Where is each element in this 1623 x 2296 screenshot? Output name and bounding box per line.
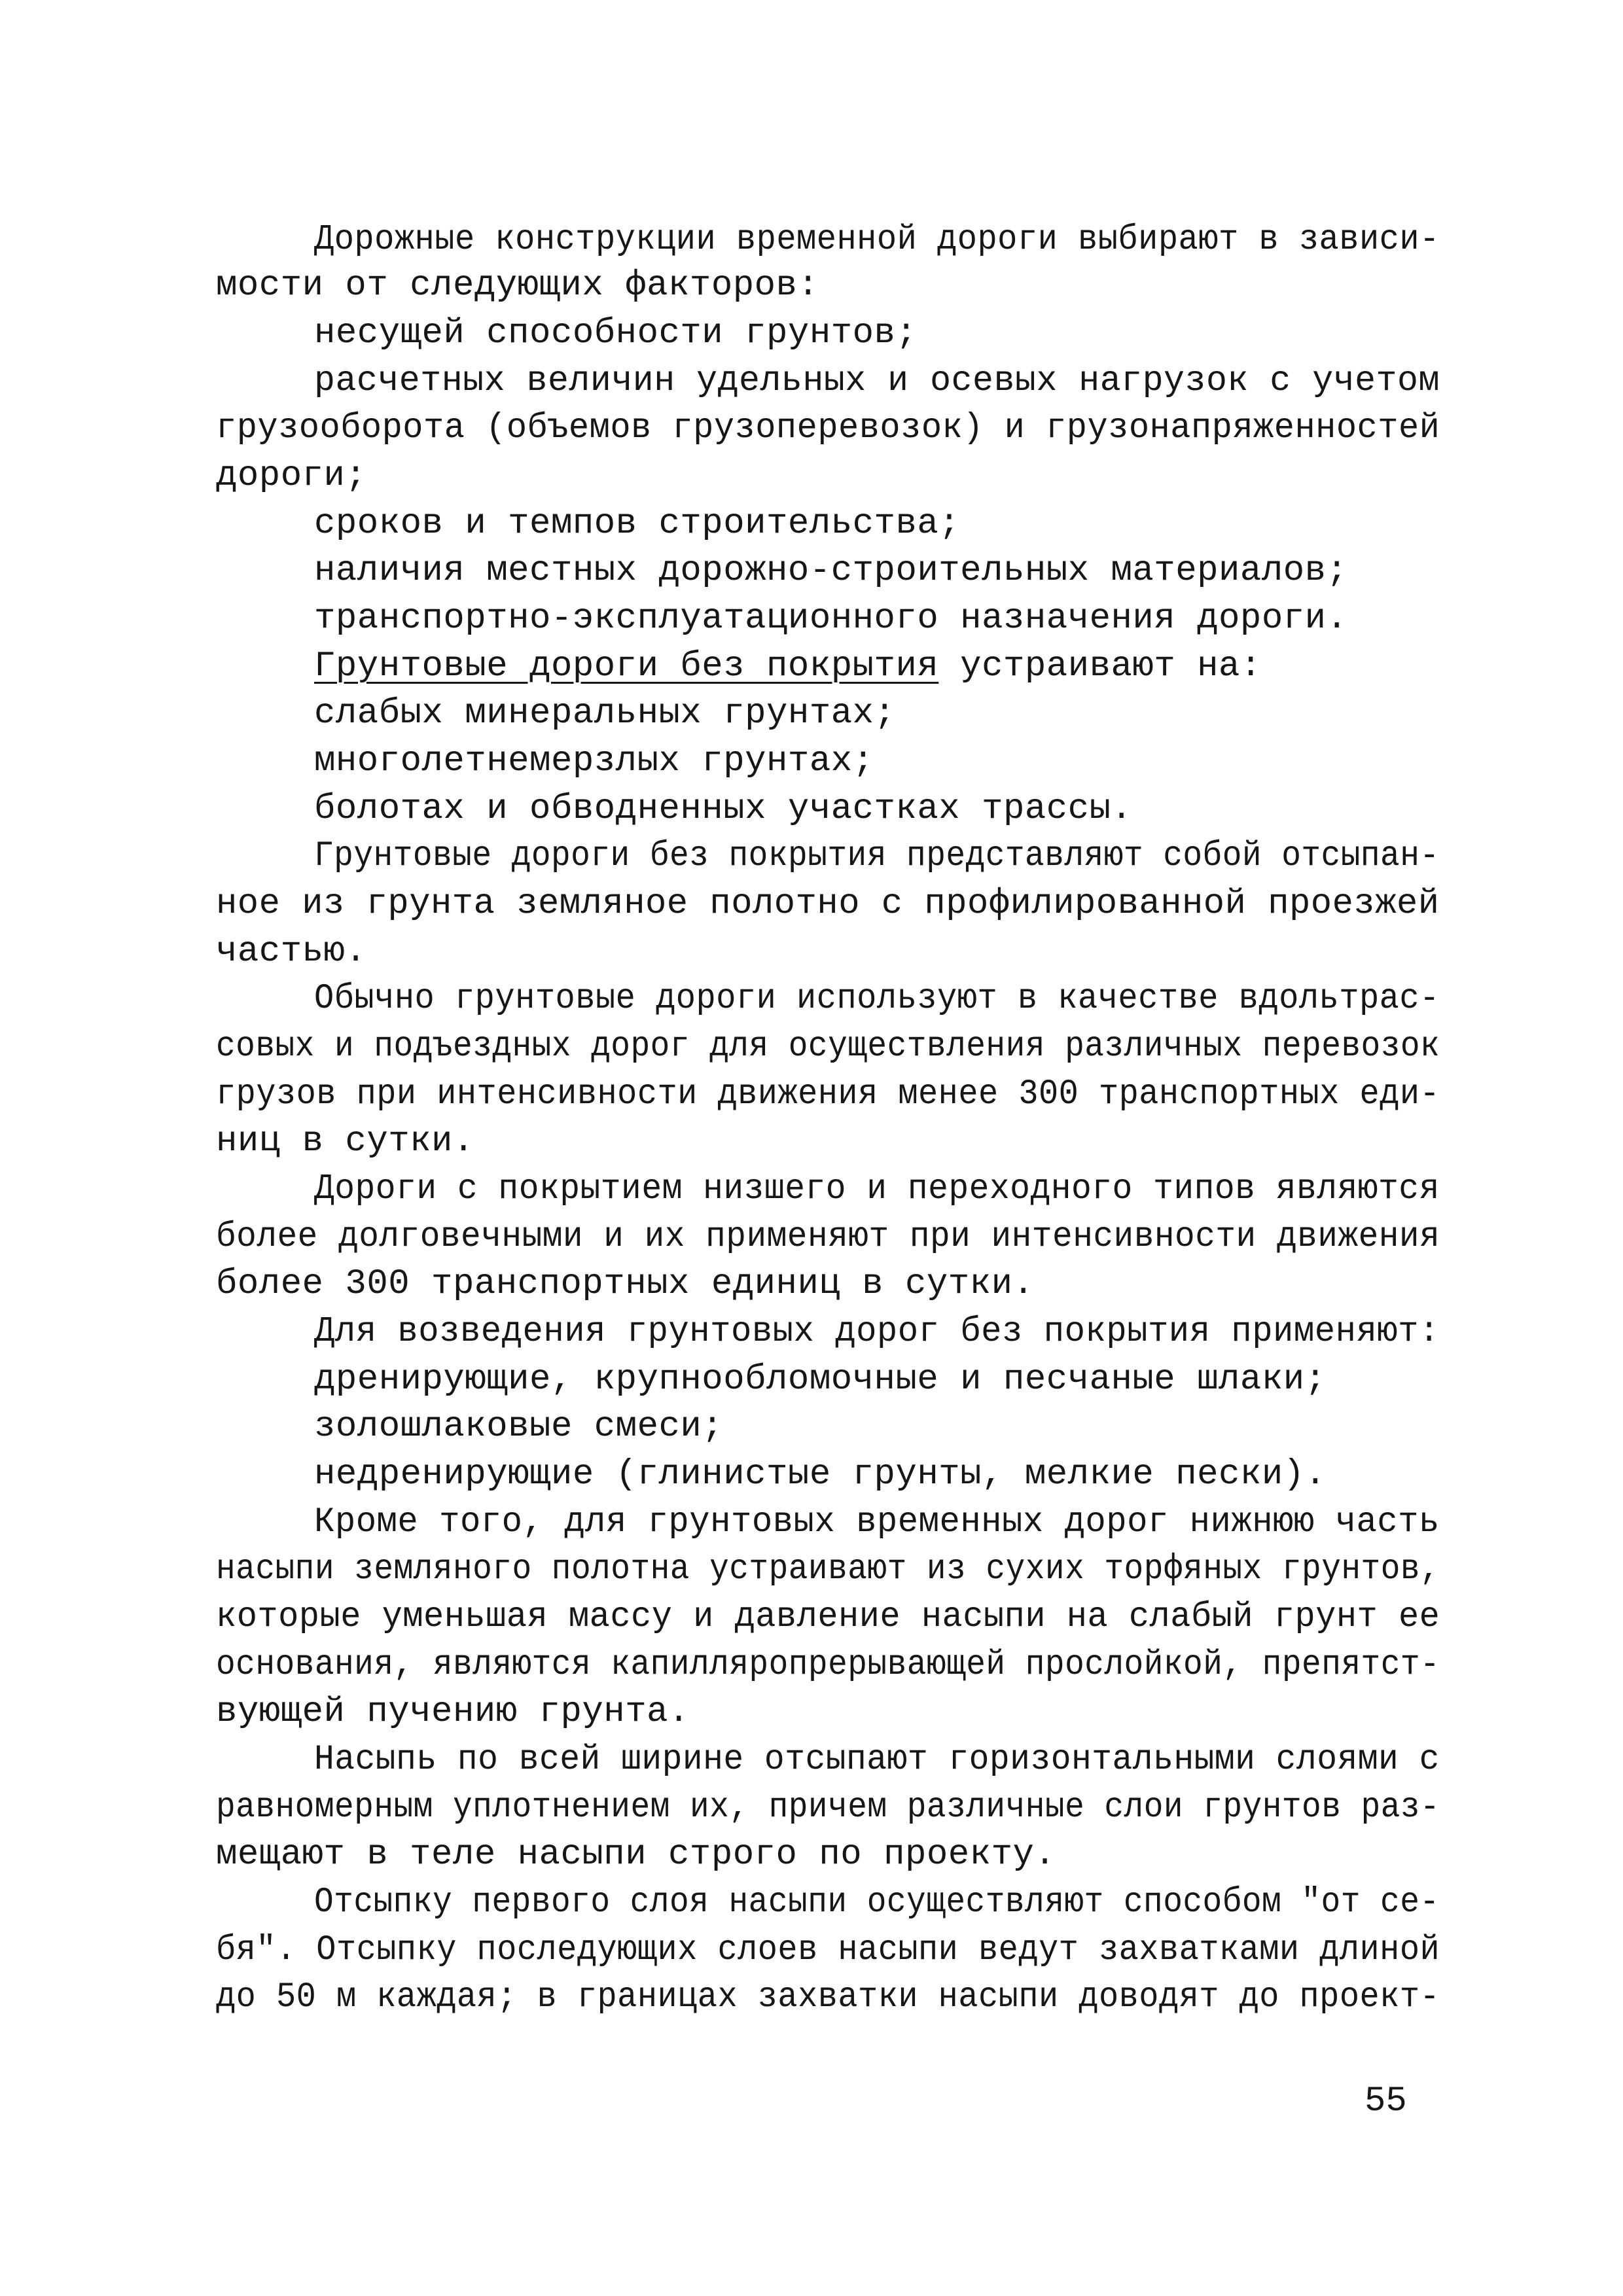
- text-line: Грунтовые дороги без покрытия представляют собой отсыпан-: [314, 836, 1440, 876]
- text-line: более 300 транспортных единиц в сутки.: [216, 1264, 1035, 1304]
- text-line: до 50 м каждая; в границах захватки насыпи доводят до проект-: [216, 1977, 1440, 2017]
- page-number: 55: [1364, 2081, 1407, 2121]
- text-line: мещают в теле насыпи строго по проекту.: [216, 1835, 1056, 1875]
- text-line: вующей пучению грунта.: [216, 1692, 690, 1732]
- text-line: Обычно грунтовые дороги используют в качестве вдольтрас-: [314, 979, 1440, 1019]
- text-line: которые уменьшая массу и давление насыпи на слабый грунт ее: [216, 1597, 1440, 1637]
- text-line: расчетных величин удельных и осевых нагрузок с учетом: [314, 361, 1440, 401]
- text-line: Дорожные конструкции временной дороги выбирают в зависи-: [314, 220, 1440, 260]
- text-line: недренирующие (глинистые грунты, мелкие пески).: [314, 1455, 1327, 1494]
- text-line: бя". Отсыпку последующих слоев насыпи ведут захватками длиной: [216, 1930, 1440, 1970]
- underlined-phrase: Грунтовые дороги без покрытия: [314, 646, 939, 686]
- text-line: дренирующие, крупнообломочные и песчаные шлаки;: [314, 1360, 1327, 1400]
- text-line: транспортно-эксплуатационного назначения дороги.: [314, 599, 1348, 639]
- text-line: совых и подъездных дорог для осуществления различных перевозок: [216, 1027, 1440, 1067]
- text-line: несущей способности грунтов;: [314, 313, 918, 353]
- text-line: многолетнемерзлых грунтах;: [314, 741, 874, 781]
- text-line: более долговечными и их применяют при интенсивности движения: [216, 1217, 1440, 1257]
- text-line: Дороги с покрытием низшего и переходного типов являются: [314, 1169, 1440, 1209]
- text-line: частью.: [216, 932, 367, 972]
- text-line: Насыпь по всей ширине отсыпают горизонтальными слоями с: [314, 1740, 1440, 1780]
- text-line: слабых минеральных грунтах;: [314, 694, 896, 733]
- text-line: [314, 643, 1262, 691]
- text-line: основания, являются капилляропрерывающей прослойкой, препятст-: [216, 1645, 1440, 1685]
- text-line: болотах и обводненных участках трассы.: [314, 789, 1133, 829]
- text-line: Отсыпку первого слоя насыпи осуществляют способом "от се-: [314, 1882, 1440, 1922]
- text-line: грузооборота (объемов грузоперевозок) и грузонапряженностей: [216, 408, 1440, 448]
- text-line: наличия местных дорожно-строительных материалов;: [314, 551, 1348, 591]
- text-line: Для возведения грунтовых дорог без покрытия применяют:: [314, 1312, 1440, 1352]
- text-line-tail: устраивают на:: [938, 646, 1262, 686]
- text-line: сроков и темпов строительства;: [314, 504, 961, 544]
- text-line: Кроме того, для грунтовых временных дорог нижнюю часть: [314, 1502, 1440, 1542]
- text-line: ное из грунта земляное полотно с профилированной проезжей: [216, 884, 1440, 924]
- text-line: равномерным уплотнением их, причем различные слои грунтов раз-: [216, 1788, 1440, 1828]
- text-line: мости от следующих факторов:: [216, 266, 819, 306]
- text-line: дороги;: [216, 456, 367, 496]
- text-line: грузов при интенсивности движения менее 300 транспортных еди-: [216, 1074, 1440, 1114]
- text-line: золошлаковые смеси;: [314, 1407, 724, 1447]
- text-line: насыпи земляного полотна устраивают из сухих торфяных грунтов,: [216, 1549, 1440, 1589]
- text-line: ниц в сутки.: [216, 1122, 474, 1161]
